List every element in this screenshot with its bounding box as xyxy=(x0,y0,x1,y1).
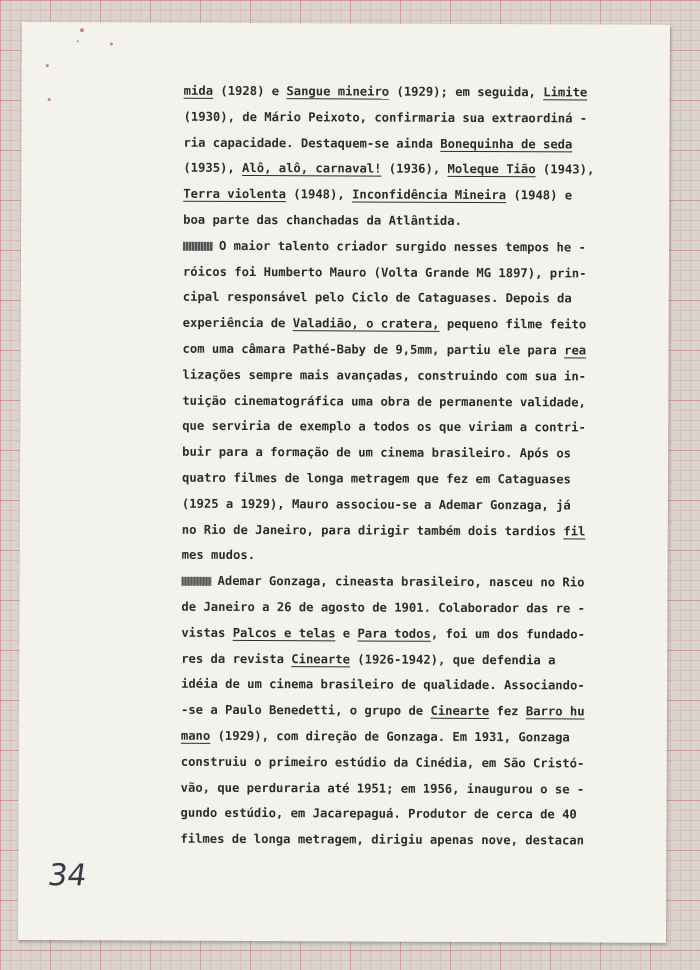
underlined-title: Bonequinha de seda xyxy=(440,136,573,151)
text-run: res da revista xyxy=(181,651,292,666)
text-run: pequeno filme feito xyxy=(439,316,587,332)
text-line xyxy=(182,414,642,442)
text-line xyxy=(180,827,640,855)
text-run: tuição cinematográfica uma obra de permanente validade, xyxy=(182,393,586,410)
text-line xyxy=(183,337,643,365)
text-line xyxy=(183,285,643,313)
text-run: cipal responsável pelo Ciclo de Cataguases. Depois da xyxy=(182,290,572,306)
text-run: que serviria de exemplo a todos os que viriam a contri- xyxy=(182,419,586,435)
text-run: (1948), xyxy=(285,187,353,202)
text-line xyxy=(182,466,642,494)
text-line xyxy=(183,233,643,261)
underlined-title: Cinearte xyxy=(430,703,490,719)
text-run: mes mudos. xyxy=(181,548,256,563)
text-run: (1929); em seguida, xyxy=(389,84,544,100)
text-run: Ademar Gonzaga, cineasta brasileiro, nasceu no Rio xyxy=(217,573,585,590)
text-line xyxy=(181,724,641,752)
stain-dot xyxy=(110,42,113,45)
text-line xyxy=(182,388,642,416)
text-run: , foi um dos fundado- xyxy=(430,626,585,642)
underlined-title: Inconfidência Mineira xyxy=(352,187,507,203)
text-line xyxy=(182,569,642,597)
page-number: 34 xyxy=(45,858,89,894)
text-line xyxy=(181,698,641,726)
text-line xyxy=(181,620,641,648)
text-run: (1936), xyxy=(381,161,448,177)
underlined-title: Limite xyxy=(543,85,588,100)
text-line xyxy=(183,259,643,287)
text-run: (1930), de Mário Peixoto, confirmaria sua extraordiná - xyxy=(183,109,588,126)
underlined-title: fil xyxy=(563,523,586,539)
text-line xyxy=(182,491,642,519)
text-line xyxy=(184,79,644,107)
text-run: (1926-1942), que defendia a xyxy=(349,651,556,667)
body-text xyxy=(180,79,643,855)
text-run: (1943), xyxy=(535,162,595,177)
underlined-title: mano xyxy=(180,728,211,743)
text-line xyxy=(181,672,641,700)
text-run: e xyxy=(335,626,358,641)
text-run: com uma câmara Pathé-Baby de 9,5mm, partiu ele para xyxy=(182,341,565,358)
text-line xyxy=(182,440,642,468)
text-run: construiu o primeiro estúdio da Cinédia, em São Cristó- xyxy=(180,754,585,771)
underlined-title: Sangue mineiro xyxy=(286,84,390,99)
text-run: boa parte das chanchadas da Atlântida. xyxy=(183,212,462,228)
text-run: vão, que perduraria até 1951; em 1956, inaugurou o se - xyxy=(180,780,585,796)
typewritten-page xyxy=(18,22,670,943)
underlined-title: Cinearte xyxy=(291,651,351,666)
text-run: (1925 a 1929), Mauro associou-se a Ademar Gonzaga, já xyxy=(181,496,571,513)
text-run: idéia de um cinema brasileiro de qualidade. Associando- xyxy=(181,677,585,693)
text-run: (1948) e xyxy=(506,188,573,203)
text-run: no Rio de Janeiro, para dirigir também dois tardios xyxy=(181,522,564,538)
text-run: róicos foi Humberto Mauro (Volta Grande MG 1897), prin- xyxy=(182,264,587,281)
text-run: (1928) e xyxy=(213,83,287,99)
text-run: de Janeiro a 26 de agosto de 1901. Colaborador das re - xyxy=(181,599,586,616)
underlined-title: mida xyxy=(183,83,214,98)
text-run: filmes de longa metragem, dirigiu apenas nove, destacan xyxy=(180,831,585,848)
underlined-title: Alô, alô, carnaval! xyxy=(242,161,382,176)
text-run: (1929), com direção de Gonzaga. Em 1931, Gonzaga xyxy=(210,728,570,745)
text-line xyxy=(181,775,641,803)
underlined-title: Moleque Tião xyxy=(447,162,536,177)
text-line xyxy=(183,182,643,210)
underlined-title: rea xyxy=(564,343,587,358)
underlined-title: Terra violenta xyxy=(183,186,287,202)
text-line xyxy=(181,646,641,674)
text-line xyxy=(180,801,640,829)
text-run: quatro filmes de longa metragem que fez em Cataguases xyxy=(181,470,571,487)
underlined-title: Valadião, o cratera, xyxy=(292,316,440,331)
stain-dot xyxy=(48,98,51,101)
text-run: -se a Paulo Benedetti, o grupo de xyxy=(180,702,431,718)
stain-dot xyxy=(46,64,49,67)
stain-dot xyxy=(77,40,79,42)
underlined-title: Para todos xyxy=(357,626,431,641)
text-line xyxy=(182,543,642,571)
text-line xyxy=(181,749,641,777)
text-run: gundo estúdio, em Jacarepaguá. Produtor de cerca de 40 xyxy=(180,806,577,822)
text-line xyxy=(182,517,642,545)
underlined-title: Barro hu xyxy=(525,704,585,719)
text-line xyxy=(184,105,644,133)
text-line xyxy=(183,311,643,339)
underlined-title: Palcos e telas xyxy=(232,625,336,641)
text-run: ria capacidade. Destaquem-se ainda xyxy=(183,135,441,151)
text-run: vistas xyxy=(181,625,233,640)
stain-dot xyxy=(80,28,84,32)
text-line xyxy=(181,595,641,623)
paragraph-strikeout-mark xyxy=(183,241,213,250)
text-line xyxy=(183,156,643,184)
text-run: fez xyxy=(489,704,526,719)
text-run: experiência de xyxy=(182,315,293,331)
text-run: (1935), xyxy=(183,161,243,176)
text-run: lizações sempre mais avançadas, construindo com sua in- xyxy=(182,367,587,384)
paragraph-strikeout-mark xyxy=(182,577,212,586)
text-line xyxy=(182,362,642,390)
text-run: O maior talento criador surgido nesses tempos he - xyxy=(218,238,586,255)
text-line xyxy=(183,130,643,158)
text-run: buir para a formação de um cinema brasileiro. Após os xyxy=(182,444,572,461)
text-line xyxy=(183,208,643,236)
